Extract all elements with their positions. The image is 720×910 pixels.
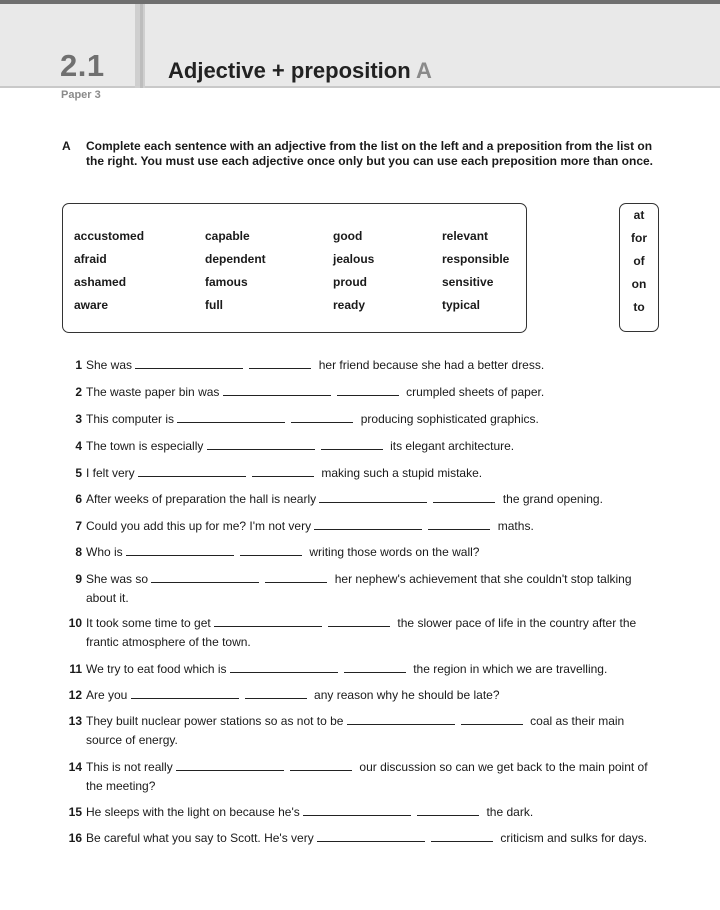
question-text-after: the grand opening. bbox=[502, 492, 603, 506]
question-number: 12 bbox=[68, 688, 82, 702]
question-text-after: writing those words on the wall? bbox=[309, 545, 480, 559]
question-text-before: The waste paper bin was bbox=[86, 385, 220, 399]
adjective-blank[interactable] bbox=[223, 385, 331, 396]
adjective-blank[interactable] bbox=[230, 662, 338, 673]
question-text-after: producing sophisticated graphics. bbox=[360, 412, 539, 426]
adjective-word: sensitive bbox=[442, 275, 494, 289]
preposition-word: for bbox=[631, 231, 647, 245]
adjective-word: afraid bbox=[74, 252, 107, 266]
question-text-before: We try to eat food which is bbox=[86, 662, 227, 676]
question-text-before: He sleeps with the light on because he's bbox=[86, 805, 300, 819]
adjective-word: dependent bbox=[205, 252, 266, 266]
title-part-letter: A bbox=[415, 58, 432, 83]
adjective-word: jealous bbox=[333, 252, 375, 266]
question-number: 16 bbox=[68, 831, 82, 845]
adjective-blank[interactable] bbox=[207, 439, 315, 450]
preposition-blank[interactable] bbox=[428, 519, 490, 530]
preposition-blank[interactable] bbox=[240, 545, 302, 556]
preposition-word: on bbox=[631, 277, 647, 291]
question-number: 6 bbox=[75, 492, 82, 506]
question-number: 13 bbox=[68, 714, 82, 728]
question-item bbox=[62, 686, 662, 705]
question-item bbox=[62, 758, 662, 796]
question-item bbox=[62, 464, 662, 483]
question-item bbox=[62, 490, 662, 509]
question-text-after: her friend because she had a better dress. bbox=[318, 358, 545, 372]
preposition-blank[interactable] bbox=[344, 662, 406, 673]
question-text-before: They built nuclear power stations so as not to be bbox=[86, 714, 344, 728]
preposition-blank[interactable] bbox=[433, 492, 495, 503]
question-text-after: her nephew's achievement that she couldn't stop talking about it. bbox=[86, 572, 632, 605]
question-text-before: Be careful what you say to Scott. He's very bbox=[86, 831, 314, 845]
question-text-before: Are you bbox=[86, 688, 128, 702]
question-text-before: The town is especially bbox=[86, 439, 204, 453]
question-text-before: She was bbox=[86, 358, 133, 372]
adjective-column-2 bbox=[205, 225, 266, 317]
question-item bbox=[62, 803, 662, 822]
question-number: 3 bbox=[75, 412, 82, 426]
question-text-after: the slower pace of life in the country after the frantic atmosphere of the town. bbox=[86, 616, 637, 649]
preposition-blank[interactable] bbox=[337, 385, 399, 396]
adjective-word: ready bbox=[333, 298, 366, 312]
question-text-after: its elegant architecture. bbox=[390, 439, 515, 453]
question-text-before: I felt very bbox=[86, 466, 135, 480]
question-text-after: making such a stupid mistake. bbox=[321, 466, 483, 480]
adjective-blank[interactable] bbox=[126, 545, 234, 556]
question-text-after: coal as their main source of energy. bbox=[86, 714, 625, 747]
preposition-blank[interactable] bbox=[417, 805, 479, 816]
preposition-blank[interactable] bbox=[461, 714, 523, 725]
adjective-blank[interactable] bbox=[317, 831, 425, 842]
preposition-blank[interactable] bbox=[252, 466, 314, 477]
adjective-blank[interactable] bbox=[214, 616, 322, 627]
adjective-column-4 bbox=[442, 225, 509, 317]
adjective-blank[interactable] bbox=[347, 714, 455, 725]
adjective-blank[interactable] bbox=[176, 760, 284, 771]
question-item bbox=[62, 517, 662, 536]
question-item bbox=[62, 660, 662, 679]
question-number: 7 bbox=[75, 519, 82, 533]
question-number: 2 bbox=[75, 385, 82, 399]
question-item bbox=[62, 570, 662, 608]
question-text-after: the region in which we are travelling. bbox=[413, 662, 608, 676]
question-item bbox=[62, 383, 662, 402]
question-text-before: Who is bbox=[86, 545, 123, 559]
title-text: Adjective + preposition bbox=[168, 58, 411, 83]
question-number: 4 bbox=[75, 439, 82, 453]
question-item bbox=[62, 712, 662, 750]
question-number: 9 bbox=[75, 572, 82, 586]
question-item bbox=[62, 543, 662, 562]
preposition-word: at bbox=[633, 208, 645, 222]
instructions-label: A bbox=[62, 139, 71, 153]
unit-number: 2.1 bbox=[60, 48, 105, 83]
adjective-blank[interactable] bbox=[314, 519, 422, 530]
question-number: 5 bbox=[75, 466, 82, 480]
preposition-blank[interactable] bbox=[431, 831, 493, 842]
header-divider-inner bbox=[140, 4, 143, 88]
adjective-word: ashamed bbox=[74, 275, 127, 289]
instructions bbox=[62, 139, 662, 169]
adjective-word: aware bbox=[74, 298, 109, 312]
adjective-word: capable bbox=[205, 229, 250, 243]
question-text-before: It took some time to get bbox=[86, 616, 211, 630]
preposition-blank[interactable] bbox=[265, 572, 327, 583]
question-text-before: This computer is bbox=[86, 412, 175, 426]
adjective-blank[interactable] bbox=[131, 688, 239, 699]
question-text-after: crumpled sheets of paper. bbox=[406, 385, 545, 399]
question-item bbox=[62, 410, 662, 429]
adjective-word: typical bbox=[442, 298, 481, 312]
question-number: 1 bbox=[75, 358, 82, 372]
adjective-word: good bbox=[333, 229, 363, 243]
preposition-blank[interactable] bbox=[321, 439, 383, 450]
adjective-word: famous bbox=[205, 275, 248, 289]
preposition-blank[interactable] bbox=[245, 688, 307, 699]
question-item bbox=[62, 614, 662, 652]
preposition-list-box bbox=[619, 203, 659, 332]
adjective-blank[interactable] bbox=[303, 805, 411, 816]
preposition-blank[interactable] bbox=[328, 616, 390, 627]
question-number: 14 bbox=[68, 760, 82, 774]
adjective-word: relevant bbox=[442, 229, 489, 243]
question-text-after: our discussion so can we get back to the main point of the meeting? bbox=[86, 760, 648, 793]
page-title bbox=[168, 58, 432, 84]
instructions-text: Complete each sentence with an adjective from the list on the left and a preposition from the list on the right. You must use each adjective once only but you can use each preposition more than once. bbox=[86, 139, 654, 168]
question-number: 15 bbox=[68, 805, 82, 819]
preposition-blank[interactable] bbox=[291, 412, 353, 423]
question-item bbox=[62, 437, 662, 456]
preposition-blank[interactable] bbox=[249, 358, 311, 369]
adjective-blank[interactable] bbox=[151, 572, 259, 583]
adjective-list-box bbox=[62, 203, 527, 333]
question-text-after: any reason why he should be late? bbox=[314, 688, 500, 702]
adjective-word: proud bbox=[333, 275, 367, 289]
question-text-before: After weeks of preparation the hall is nearly bbox=[86, 492, 317, 506]
question-text-before: Could you add this up for me? I'm not very bbox=[86, 519, 312, 533]
adjective-blank[interactable] bbox=[135, 358, 243, 369]
question-item bbox=[62, 356, 662, 375]
adjective-blank[interactable] bbox=[319, 492, 427, 503]
header-rule bbox=[0, 86, 720, 88]
adjective-word: accustomed bbox=[74, 229, 145, 243]
adjective-blank[interactable] bbox=[177, 412, 285, 423]
preposition-word: to bbox=[633, 300, 645, 314]
question-number: 11 bbox=[69, 662, 82, 676]
question-number: 10 bbox=[68, 616, 82, 630]
question-item bbox=[62, 829, 662, 848]
question-text-after: maths. bbox=[497, 519, 534, 533]
adjective-column-1 bbox=[74, 225, 144, 317]
adjective-word: responsible bbox=[442, 252, 510, 266]
adjective-word: full bbox=[205, 298, 223, 312]
paper-label: Paper 3 bbox=[61, 89, 101, 101]
question-text-after: criticism and sulks for days. bbox=[500, 831, 648, 845]
preposition-blank[interactable] bbox=[290, 760, 352, 771]
question-number: 8 bbox=[75, 545, 82, 559]
question-text-before: She was so bbox=[86, 572, 149, 586]
adjective-blank[interactable] bbox=[138, 466, 246, 477]
question-text-after: the dark. bbox=[486, 805, 534, 819]
preposition-word: of bbox=[633, 254, 645, 268]
adjective-column-3 bbox=[333, 225, 374, 317]
question-text-before: This is not really bbox=[86, 760, 173, 774]
